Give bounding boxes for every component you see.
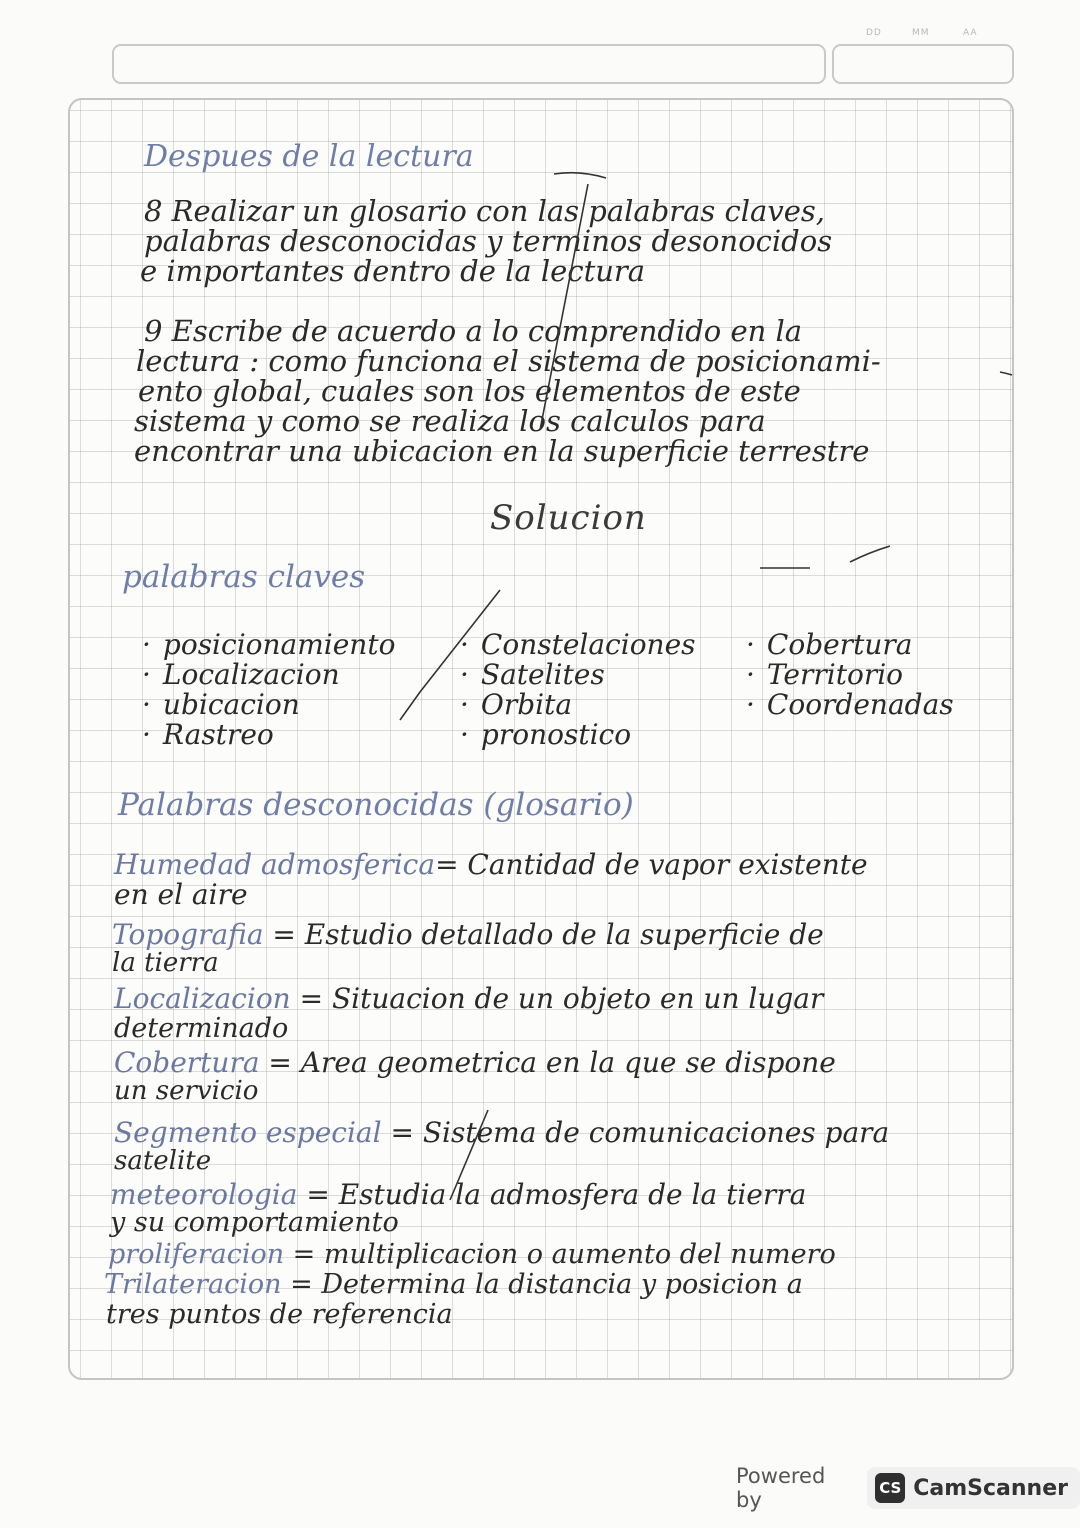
- powered-by-text: Powered by: [736, 1464, 826, 1512]
- glossary-entry: Cobertura = Area geometrica en la que se dispone: [114, 1046, 836, 1079]
- task9-line4: sistema y como se realiza los calculos para: [134, 404, 766, 438]
- keyword-item: · Satelites: [460, 658, 605, 691]
- glossary-cont: un servicio: [114, 1076, 259, 1106]
- pen-stroke: [554, 173, 606, 178]
- glossary-term: proliferacion: [108, 1239, 285, 1270]
- glossary-heading: Palabras desconocidas (glosario): [118, 787, 634, 823]
- pen-stroke: [850, 546, 890, 562]
- solution-title: Solucion: [490, 498, 647, 538]
- glossary-cont: en el aire: [114, 878, 248, 911]
- glossary-entry: Segmento especial = Sistema de comunicaciones para: [114, 1116, 890, 1149]
- keyword-item: · Rastreo: [142, 718, 274, 751]
- pen-stroke: [1000, 372, 1014, 410]
- task8-line1: 8 Realizar un glosario con las palabras claves,: [144, 194, 825, 228]
- keyword-item: · Coordenadas: [746, 688, 954, 721]
- glossary-entry: Topografia = Estudio detallado de la superficie de: [112, 918, 824, 951]
- keyword-item: · posicionamiento: [142, 628, 396, 661]
- glossary-entry: Localizacion = Situacion de un objeto en un lugar: [114, 982, 824, 1015]
- keyword-item: · ubicacion: [142, 688, 300, 721]
- keyword-item: · Orbita: [460, 688, 573, 721]
- glossary-term: Humedad admosferica: [114, 848, 436, 881]
- task9-line2: lectura : como funciona el sistema de posicionami-: [136, 344, 881, 378]
- pen-strokes: [70, 100, 1014, 1380]
- camscanner-logo-icon: CS: [875, 1473, 905, 1503]
- date-labels: [0, 28, 1080, 42]
- date-label-dd: DD: [866, 28, 882, 38]
- glossary-cont: la tierra: [112, 948, 219, 978]
- glossary-term: Topografia: [112, 918, 264, 951]
- glossary-entry: meteorologia = Estudia la admosfera de la tierra: [110, 1178, 807, 1211]
- camscanner-watermark: [736, 1466, 1080, 1510]
- glossary-cont: determinado: [114, 1013, 289, 1044]
- glossary-entry: Humedad admosferica= Cantidad de vapor existente: [114, 848, 868, 881]
- keyword-item: · Localizacion: [142, 658, 340, 691]
- glossary-entry: Trilateracion = Determina la distancia y posicion a: [104, 1269, 803, 1300]
- keywords-heading-text: palabras claves: [122, 559, 366, 595]
- task9-line5: encontrar una ubicacion en la superficie terrestre: [134, 434, 870, 468]
- task8-line2: palabras desconocidas y terminos desonocidos: [144, 224, 833, 258]
- notebook-sheet: [68, 98, 1014, 1380]
- glossary-cont: satelite: [114, 1146, 212, 1176]
- task9-line3: ento global, cuales son los elementos de este: [138, 374, 801, 408]
- keyword-item: · Constelaciones: [460, 628, 696, 661]
- glossary-cont: tres puntos de referencia: [106, 1299, 453, 1330]
- glossary-term: Localizacion: [114, 982, 291, 1015]
- glossary-cont: y su comportamiento: [110, 1207, 399, 1238]
- glossary-term: Trilateracion: [104, 1269, 282, 1300]
- glossary-term: Segmento especial: [114, 1116, 382, 1149]
- section-heading: Despues de la lectura: [144, 139, 474, 174]
- date-label-aa: AA: [963, 28, 978, 38]
- pen-stroke: [540, 184, 588, 430]
- pen-stroke: [450, 1110, 488, 1200]
- glossary-entry: proliferacion = multiplicacion o aumento del numero: [108, 1239, 836, 1270]
- keyword-item: · pronostico: [460, 718, 632, 751]
- title-box: [112, 44, 826, 84]
- date-label-mm: MM: [912, 28, 930, 38]
- date-box: [832, 44, 1014, 84]
- keyword-item: · Cobertura: [746, 628, 913, 661]
- task9-line1: 9 Escribe de acuerdo a lo comprendido en la: [144, 314, 803, 348]
- keyword-item: · Territorio: [746, 658, 904, 691]
- glossary-term: meteorologia: [110, 1178, 298, 1211]
- camscanner-name: CamScanner: [913, 1475, 1068, 1501]
- task8-line3: e importantes dentro de la lectura: [140, 254, 646, 288]
- glossary-term: Cobertura: [114, 1046, 260, 1079]
- pen-stroke: [400, 590, 500, 720]
- camscanner-brand: [867, 1467, 1080, 1509]
